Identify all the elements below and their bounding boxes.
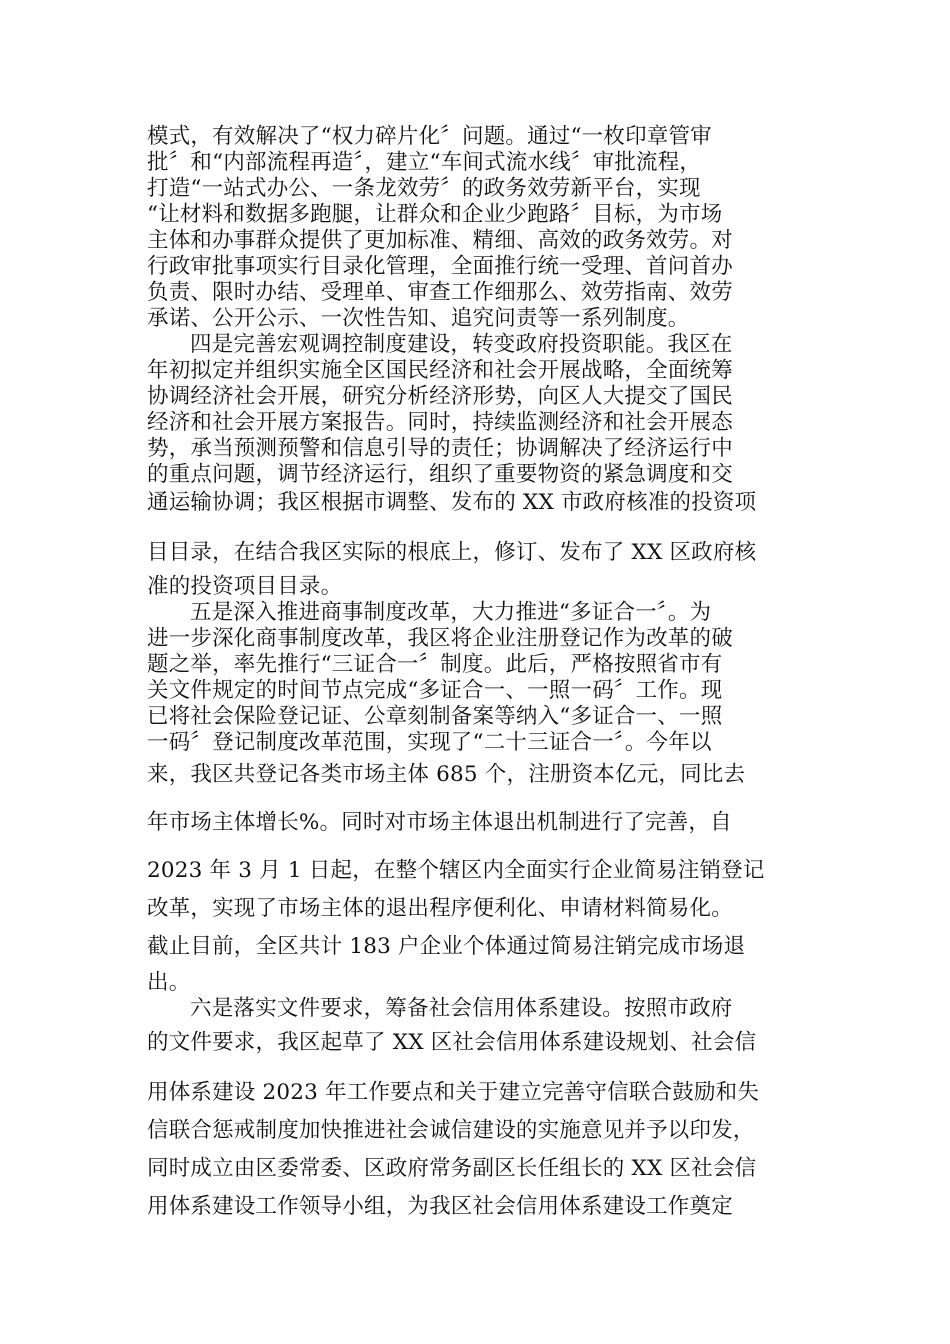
text-line: 通运输协调；我区根据市调整、发布的 XX 市政府核准的投资项: [147, 490, 757, 515]
text-line: 打造“一站式办公、一条龙效劳〞的政务效劳新平台，实现: [147, 176, 701, 201]
text-line: 年初拟定并组织实施全区国民经济和社会开展战略，全面统筹: [147, 358, 733, 383]
text-line: 改革，实现了市场主体的退出程序便利化、申请材料简易化。: [147, 896, 733, 921]
text-line: 进一步深化商事制度改革，我区将企业注册登记作为改革的破: [147, 626, 733, 651]
text-line: 出。: [147, 970, 191, 995]
text-line: 模式，有效解决了“权力碎片化〞问题。通过“一枚印章管审: [147, 124, 712, 149]
text-line: 2023 年 3 月 1 日起，在整个辖区内全面实行企业简易注销登记: [147, 858, 765, 883]
text-line: 的文件要求，我区起草了 XX 区社会信用体系建设规划、社会信: [147, 1030, 757, 1055]
text-line: 准的投资项目目录。: [147, 574, 343, 599]
paragraph-start-line: 五是深入推进商事制度改革，大力推进“多证合一〞。为: [190, 600, 712, 625]
text-line: 已将社会保险登记证、公章刻制备案等纳入“多证合一、一照: [147, 704, 723, 729]
text-line: 协调经济社会开展，研究分析经济形势，向区人大提交了国民: [147, 384, 733, 409]
text-line: 经济和社会开展方案报告。同时，持续监测经济和社会开展态: [147, 410, 733, 435]
text-line: 年市场主体增长%。同时对市场主体退出机制进行了完善，自: [147, 810, 732, 835]
text-line: 来，我区共登记各类市场主体 685 个，注册资本亿元，同比去: [147, 762, 746, 787]
text-line: 行政审批事项实行目录化管理，全面推行统一受理、首问首办: [147, 254, 733, 279]
text-line: 截止目前，全区共计 183 户企业个体通过简易注销完成市场退: [147, 934, 746, 959]
paragraph-start-line: 六是落实文件要求，筹备社会信用体系建设。按照市政府: [190, 996, 733, 1021]
text-line: 信联合惩戒制度加快推进社会诚信建设的实施意见并予以印发，: [147, 1118, 755, 1143]
paragraph-start-line: 四是完善宏观调控制度建设，转变政府投资职能。我区在: [190, 332, 733, 357]
text-line: 负责、限时办结、受理单、审查工作细那么、效劳指南、效劳: [147, 280, 733, 305]
text-line: “让材料和数据多跑腿，让群众和企业少跑路〞目标，为市场: [147, 202, 723, 227]
text-line: 关文件规定的时间节点完成“多证合一、一照一码〞工作。现: [147, 678, 723, 703]
text-line: 批〞和“内部流程再造〞，建立“车间式流水线〞审批流程，: [147, 150, 702, 175]
text-line: 目目录，在结合我区实际的根底上，修订、发布了 XX 区政府核: [147, 540, 757, 565]
text-line: 一码〞登记制度改革范围，实现了“二十三证合一〞。今年以: [147, 730, 712, 755]
text-line: 题之举，率先推行“三证合一〞制度。此后，严格按照省市有: [147, 652, 723, 677]
text-line: 同时成立由区委常委、区政府常务副区长任组长的 XX 区社会信: [147, 1156, 757, 1181]
text-line: 用体系建设 2023 年工作要点和关于建立完善守信联合鼓励和失: [147, 1080, 760, 1105]
text-line: 主体和办事群众提供了更加标准、精细、高效的政务效劳。对: [147, 228, 733, 253]
text-line: 用体系建设工作领导小组，为我区社会信用体系建设工作奠定: [147, 1194, 733, 1219]
text-line: 的重点问题，调节经济运行，组织了重要物资的紧急调度和交: [147, 462, 733, 487]
text-line: 承诺、公开公示、一次性告知、追究问责等一系列制度。: [147, 306, 690, 331]
text-line: 势，承当预测预警和信息引导的责任；协调解决了经济运行中: [147, 436, 733, 461]
